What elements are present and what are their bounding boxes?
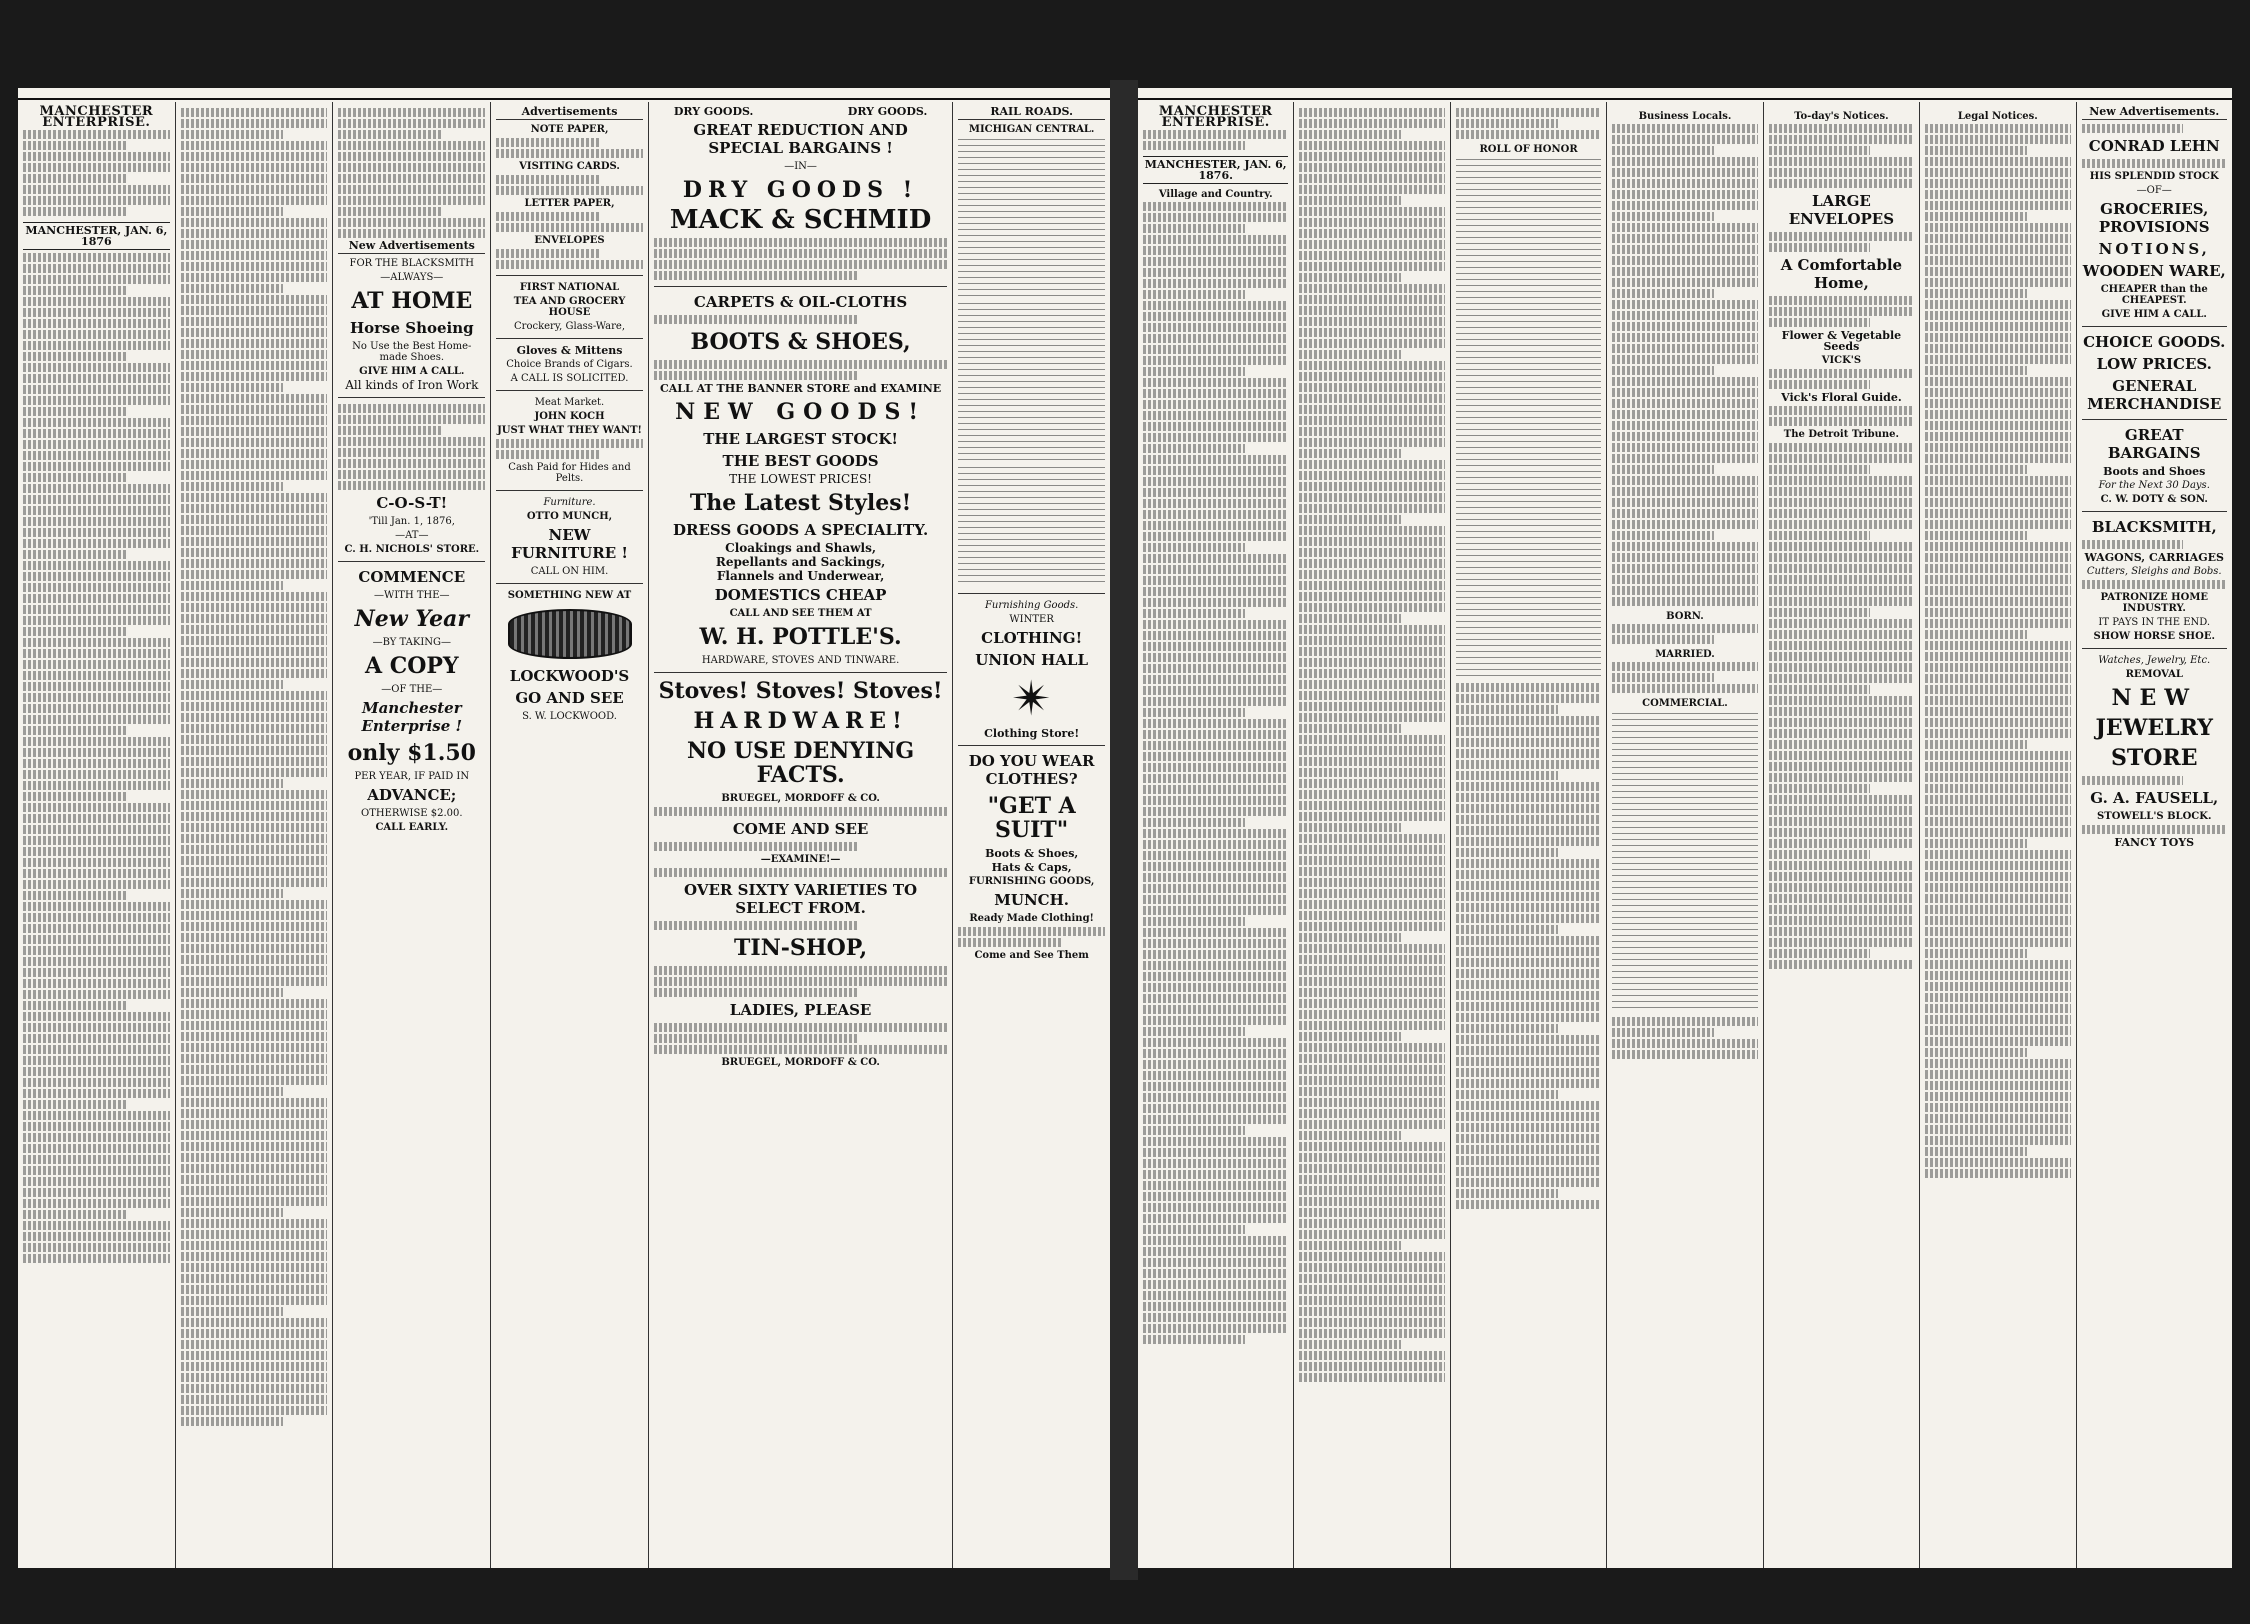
- commercial-table: [1612, 713, 1757, 1013]
- left-page: [18, 88, 1110, 1568]
- new-ads-heading: New Advertisements: [338, 240, 485, 254]
- left-col-4: Advertisements NOTE PAPER, VISITING CARDS. LETTER PAPER, ENVELOPES FIRST NATIONAL TEA AND GROCERY HOUSE Crockery, Glass-Ware, Gloves & Mittens Choice Brands of Cigars. A CALL IS SOLICITED. Meat Market. JOHN KOCH JUST WHAT THEY WANT! Cash Paid for Hides and Pelts. Furniture. OTTO MUNCH, NEW FURNITURE ! CALL ON HIM. SOMETHING NEW AT LOCKWOOD'S GO AND SEE S. W. LOCKWOOD.: [491, 102, 649, 1568]
- right-col-3: ROLL OF HONOR: [1451, 102, 1607, 1568]
- dateline: MANCHESTER, JAN. 6, 1876: [23, 222, 170, 250]
- stove-illustration: [508, 609, 632, 659]
- right-col-new-ads: New Advertisements. CONRAD LEHN HIS SPLENDID STOCK —OF— GROCERIES, PROVISIONS NOTIONS, WOODEN WARE, CHEAPER than the CHEAPEST. GIVE HIM A CALL. CHOICE GOODS. LOW PRICES. GENERAL MERCHANDISE GREAT BARGAINS Boots and Shoes For the Next 30 Days. C. W. DOTY & SON. BLACKSMITH, WAGONS, CARRIAGES Cutters, Sleighs and Bobs. PATRONIZE HOME INDUSTRY. IT PAYS IN THE END. SHOW HORSE SHOE. Watches, Jewelry, Etc. REMOVAL NEW JEWELRY STORE G. A. FAUSELL, STOWELL'S BLOCK. FANCY TOYS: [2082, 105, 2226, 849]
- right-col-1: MANCHESTER ENTERPRISE. MANCHESTER, JAN. 6, 1876. Village and Country.: [1138, 102, 1294, 1568]
- right-page: [1138, 88, 2232, 1568]
- page-gutter: [1110, 80, 1138, 1580]
- cost-ad: C-O-S-T!: [376, 494, 448, 512]
- roll-of-honor-list: [1456, 159, 1601, 679]
- right-col-5: To-day's Notices. LARGE ENVELOPES A Comfortable Home, Flower & Vegetable Seeds VICK'S Vick's Floral Guide. The Detroit Tribune.: [1764, 102, 1920, 1568]
- at-home-ad: AT HOME: [351, 288, 473, 314]
- right-col-6: Legal Notices.: [1920, 102, 2076, 1568]
- pottle-ad: W. H. POTTLE'S.: [699, 624, 902, 650]
- left-col-3: New Advertisements FOR THE BLACKSMITH —ALWAYS— AT HOME Horse Shoeing No Use the Best Home-made Shoes. GIVE HIM A CALL. All kinds of Iron Work C-O-S-T! 'Till Jan. 1, 1876, —AT— C. H. NICHOLS' STORE. COMMENCE —WITH THE— New Year —BY TAKING— A COPY —OF THE— Manchester Enterprise ! only $1.50 PER YEAR, IF PAID IN ADVANCE; OTHERWISE $2.00. CALL EARLY.: [333, 102, 491, 1568]
- right-col-4: Business Locals. BORN. MARRIED. COMMERCIAL.: [1607, 102, 1763, 1568]
- timetable-2: [958, 303, 1105, 463]
- right-col-2: [1294, 102, 1450, 1568]
- timetable: [958, 139, 1105, 299]
- timetable-3: [958, 467, 1105, 587]
- advertisements-heading: Advertisements: [496, 106, 643, 120]
- masthead: MANCHESTER ENTERPRISE.: [39, 104, 154, 130]
- left-col-dry-goods: DRY GOODS. DRY GOODS. GREAT REDUCTION AND SPECIAL BARGAINS ! —IN— DRY GOODS ! MACK & SCHMID CARPETS & OIL-CLOTHS BOOTS & SHOES, CALL AT THE BANNER STORE and EXAMINE NEW GOODS! THE LARGEST STOCK! THE BEST GOODS THE LOWEST PRICES! The Latest Styles! DRESS GOODS A SPECIALITY. Cloakings and Shawls, Repellants and Sackings, Flannels and Underwear, DOMESTICS CHEAP CALL AND SEE THEM AT W. H. POTTLE'S. HARDWARE, STOVES AND TINWARE. Stoves! Stoves! Stoves! HARDWARE! NO USE DENYING FACTS. BRUEGEL, MORDOFF & CO. COME AND SEE —EXAMINE!— OVER SIXTY VARIETIES TO SELECT FROM. TIN-SHOP, LADIES, PLEASE BRUEGEL, MORDOFF & CO.: [649, 102, 953, 1568]
- left-col-railroads: RAIL ROADS. MICHIGAN CENTRAL. Furnishing Goods. WINTER CLOTHING! UNION HALL ✴ Clothing Store! DO YOU WEAR CLOTHES? "GET A SUIT" Boots & Shoes, Hats & Caps, FURNISHING GOODS, MUNCH. Ready Made Clothing! Come and See Them: [953, 102, 1110, 1568]
- left-col-1: [18, 102, 176, 1568]
- star-icon: ✴: [1011, 671, 1052, 727]
- mack-schmid: MACK & SCHMID: [669, 205, 932, 235]
- left-col-2: [176, 102, 334, 1568]
